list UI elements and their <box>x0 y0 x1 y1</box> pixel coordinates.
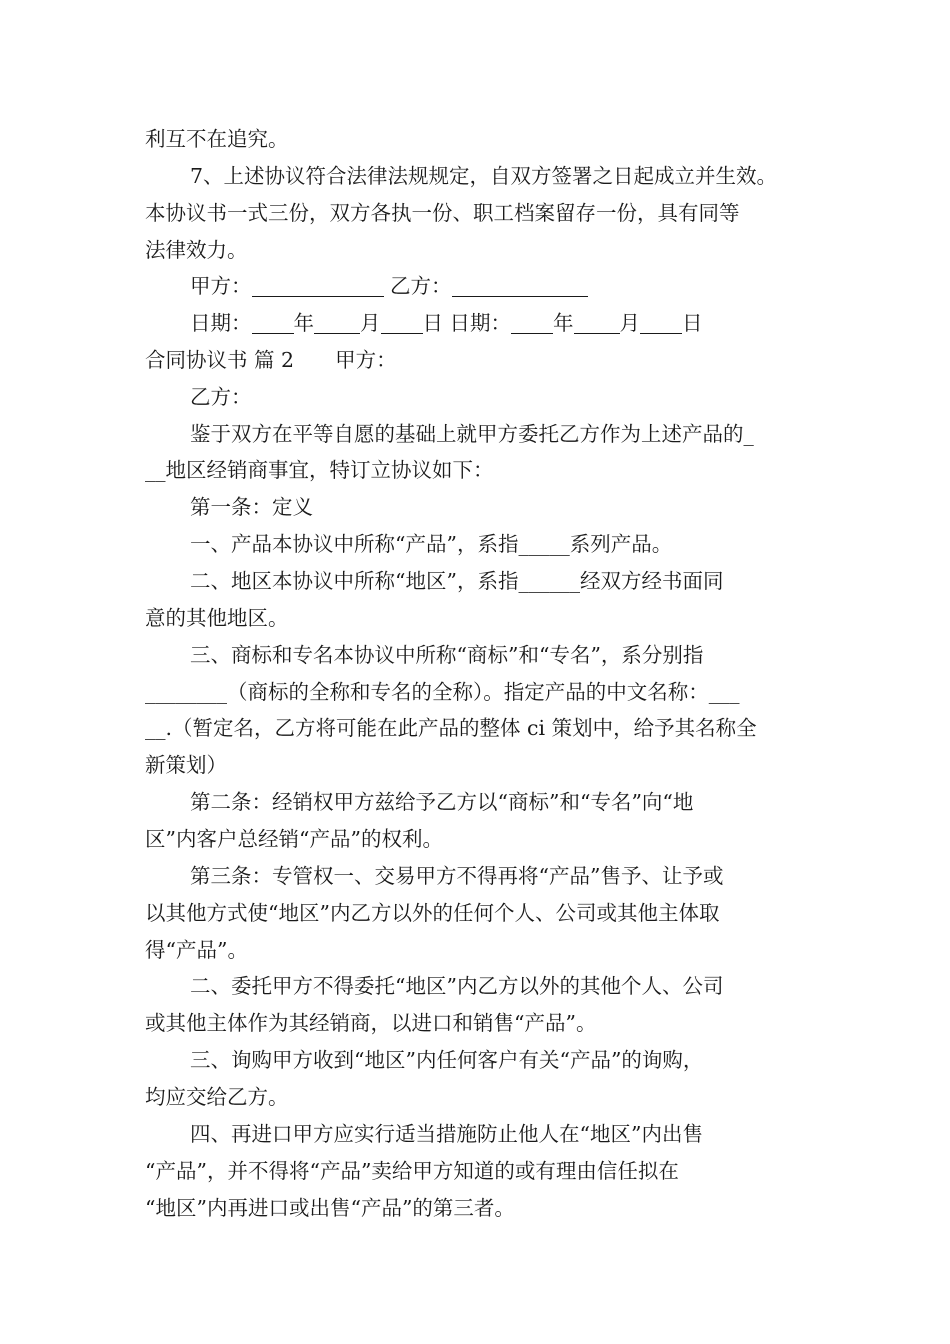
text-line: 鉴于双方在平等自愿的基础上就甲方委托乙方作为上述产品的_ <box>190 422 754 446</box>
day-blank <box>640 313 682 334</box>
section-heading: 合同协议书 篇 2 甲方： <box>145 348 397 372</box>
party-b-blank <box>452 276 588 297</box>
text-line: 乙方： <box>190 385 252 409</box>
text-line: 均应交给乙方。 <box>145 1085 289 1109</box>
text-line: 第二条：经销权甲方兹给予乙方以“商标”和“专名”向“地 <box>190 790 694 814</box>
text-line: 得“产品”。 <box>145 938 248 962</box>
year-blank <box>511 313 553 334</box>
day-char: 日 <box>422 311 443 335</box>
date-label: 日期： <box>449 311 512 335</box>
day-blank <box>381 313 423 334</box>
month-blank <box>314 313 360 334</box>
day-char: 日 <box>682 311 703 335</box>
text-line: 意的其他地区。 <box>145 606 289 630</box>
text-line: “地区”内再进口或出售“产品”的第三者。 <box>145 1196 515 1220</box>
text-line: __.（暂定名，乙方将可能在此产品的整体 ci 策划中，给予其名称全 <box>145 716 757 740</box>
text-line: 第一条：定义 <box>190 495 313 519</box>
text-line: “产品”，并不得将“产品”卖给甲方知道的或有理由信任拟在 <box>145 1159 679 1183</box>
text-line: 7、上述协议符合法律法规规定，自双方签署之日起成立并生效。 <box>190 164 778 188</box>
text-line: 三、商标和专名本协议中所称“商标”和“专名”，系分别指 <box>190 643 704 667</box>
text-line: 一、产品本协议中所称“产品”，系指_____系列产品。 <box>190 532 673 556</box>
month-char: 月 <box>360 311 381 335</box>
month-char: 月 <box>619 311 641 335</box>
party-a-label: 甲方： <box>190 274 252 298</box>
text-line: 或其他主体作为其经销商，以进口和销售“产品”。 <box>145 1011 597 1035</box>
text-line: 二、委托甲方不得委托“地区”内乙方以外的其他个人、公司 <box>190 974 724 998</box>
date-label: 日期： <box>190 311 252 335</box>
text-line: 本协议书一式三份，双方各执一份、职工档案留存一份，具有同等 <box>145 201 740 225</box>
year-char: 年 <box>553 311 574 335</box>
year-char: 年 <box>293 311 314 335</box>
month-blank <box>574 313 620 334</box>
year-blank <box>252 313 294 334</box>
signature-date-line <box>190 311 703 335</box>
text-line: 以其他方式使“地区”内乙方以外的任何个人、公司或其他主体取 <box>145 901 720 925</box>
text-line: 区”内客户总经销“产品”的权利。 <box>145 827 443 851</box>
party-b-label: 乙方： <box>390 274 452 298</box>
text-line: 三、询购甲方收到“地区”内任何客户有关“产品”的询购， <box>190 1048 704 1072</box>
text-line: 利互不在追究。 <box>145 127 289 151</box>
text-line: 新策划） <box>145 753 227 777</box>
text-line: ________（商标的全称和专名的全称）。指定产品的中文名称：___ <box>145 680 740 704</box>
text-line: 二、地区本协议中所称“地区”，系指______经双方经书面同 <box>190 569 724 593</box>
text-line: 第三条：专管权一、交易甲方不得再将“产品”售予、让予或 <box>190 864 724 888</box>
party-a-blank <box>252 276 384 297</box>
text-line: __地区经销商事宜，特订立协议如下： <box>145 458 494 482</box>
text-line: 法律效力。 <box>145 238 248 262</box>
text-line: 四、再进口甲方应实行适当措施防止他人在“地区”内出售 <box>190 1122 703 1146</box>
signature-parties-line <box>190 274 588 298</box>
